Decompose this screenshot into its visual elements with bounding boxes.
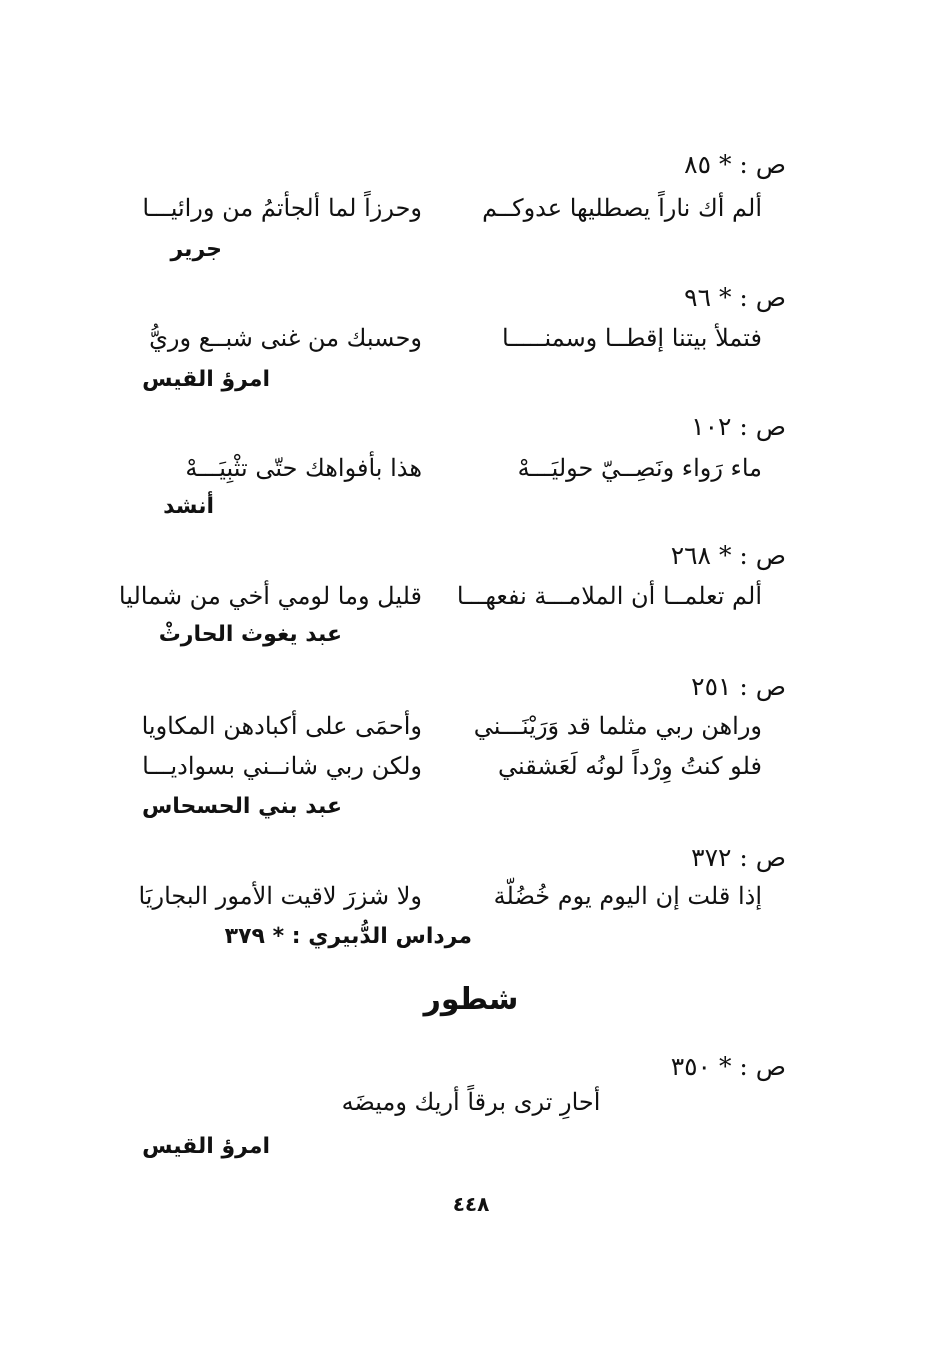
- verse-second-hemistich: ولكن ربي شانــني بسواديـــا: [142, 752, 422, 780]
- poet-name: مرداس الدُّبيري : * ٣٧٩: [224, 924, 472, 949]
- page-reference: ص : * ٨٥: [684, 150, 786, 179]
- verse-first-hemistich: وراهن ربي مثلما قد وَرَيْنَـــني: [473, 712, 762, 740]
- page-reference: ص : * ٢٦٨: [670, 541, 786, 570]
- verse-second-hemistich: ولا شزرَ لاقيت الأمور البجاريَا: [138, 882, 422, 910]
- verse-first-hemistich: ماء رَواء ونَصِــيّ حوليَـــهْ: [517, 454, 762, 482]
- poet-name: امرؤ القيس: [142, 367, 270, 392]
- verse-first-hemistich: إذا قلت إن اليوم يوم خُضُلّة: [493, 882, 762, 910]
- verse-second-hemistich: وحرزاً لما ألجأتمُ من ورائيـــا: [142, 194, 422, 222]
- verse-second-hemistich: قليل وما لومي أخي من شماليا: [118, 582, 422, 610]
- page-reference: ص : * ٣٥٠: [670, 1052, 786, 1081]
- poet-name: عبد بني الحسحاس: [141, 794, 342, 819]
- poet-name: أنشد: [163, 494, 214, 519]
- section-title: شطور: [423, 982, 519, 1017]
- verse-first-hemistich: ألم تعلمــا أن الملامـــة نفعهـــا: [456, 582, 762, 610]
- verse-second-hemistich: وأحمَى على أكبادهن المكاويا: [141, 712, 422, 740]
- page-number: ٤٤٨: [452, 1192, 490, 1216]
- verse-first-hemistich: فلو كنتُ وِرْداً لونُه لَعَشقني: [497, 752, 762, 780]
- poet-name: عبد يغوث الحارثْ: [158, 622, 342, 647]
- verse-first-hemistich: ألم أك ناراً يصطليها عدوكــم: [482, 194, 762, 222]
- page-reference: ص : ٣٧٢: [691, 843, 786, 872]
- page-reference: ص : ٢٥١: [691, 672, 786, 701]
- verse-first-hemistich: فتملأ بيتنا إقطــا وسمنـــــا: [501, 324, 762, 352]
- page-reference: ص : * ٩٦: [684, 283, 786, 312]
- poet-name: جرير: [170, 237, 222, 262]
- half-verse: أحارِ ترى برقاً أريك وميضَه: [341, 1088, 601, 1116]
- verse-second-hemistich: هذا بأفواهك حتّى تثْبِيَـــهْ: [185, 454, 422, 482]
- verse-second-hemistich: وحسبك من غنى شبــع وريُّ: [149, 324, 422, 352]
- poet-name: امرؤ القيس: [142, 1134, 270, 1159]
- page-reference: ص : ١٠٢: [691, 412, 786, 441]
